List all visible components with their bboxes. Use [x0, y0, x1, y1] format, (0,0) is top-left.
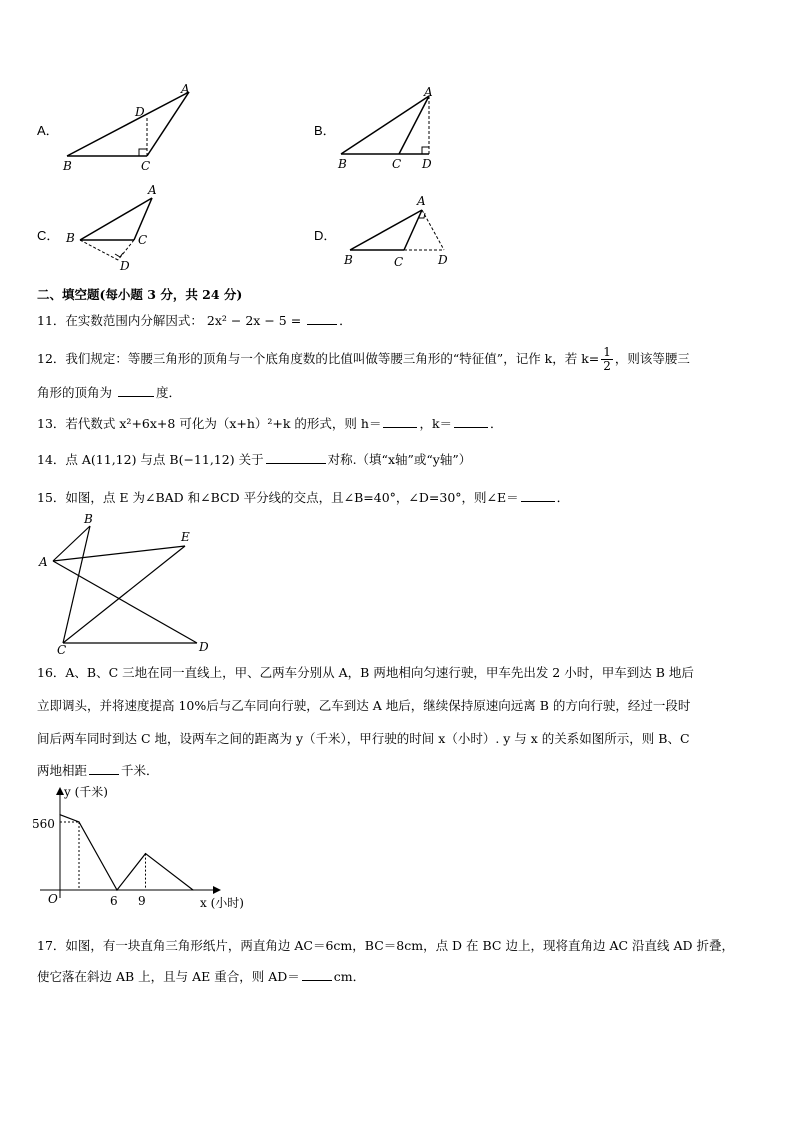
question-14: [37, 451, 471, 469]
point-d-label: D: [438, 253, 448, 267]
point-b-label: B: [63, 159, 72, 173]
point-c-label: C: [392, 157, 402, 171]
question-15: [37, 489, 569, 507]
series-line: [60, 815, 193, 890]
q12-fraction: $\frac{1}{2}$: [603, 345, 611, 373]
question-12: [37, 346, 690, 373]
q11-answer-blank[interactable]: [307, 312, 337, 325]
q17-answer-blank[interactable]: [302, 968, 332, 981]
question-17-line1: 17．如图，有一块直角三角形纸片，两直角边 AC＝6cm，BC＝8cm，点 D 在 BC 边上，现将直角边 AC 沿直线 AD 折叠，: [37, 938, 734, 953]
option-b-figure: [333, 82, 453, 172]
point-b-label: B: [66, 231, 75, 245]
y-axis-label: y (千米): [64, 785, 108, 799]
point-b-label: B: [84, 512, 93, 526]
q15-end: ．: [556, 490, 570, 505]
q16-line4-end: 千米．: [121, 763, 159, 778]
origin-label: O: [48, 892, 58, 906]
point-d-label: D: [135, 105, 145, 119]
q16-line4: 两地相距: [37, 763, 88, 778]
point-c-label: C: [138, 233, 148, 247]
question-16-line3: 间后两车同时到达 C 地，设两车之间的距离为 y（千米），甲行驶的时间 x（小时）. y 与 x 的关系如图所示，则 B、C: [37, 731, 690, 746]
data-point: [145, 853, 146, 854]
option-b-label: B．: [314, 123, 336, 138]
option-c-label: C．: [37, 228, 60, 243]
data-point: [59, 814, 60, 815]
point-c-label: C: [57, 643, 67, 656]
q14-text-a: 14．点 A(11,12) 与点 B(−11,12) 关于: [37, 452, 264, 467]
x-tick-label: 9: [138, 894, 146, 908]
q16-graph: [30, 780, 260, 915]
point-b-label: B: [344, 253, 353, 267]
option-a-figure: [55, 80, 205, 175]
point-c-label: C: [141, 159, 151, 173]
point-c-label: C: [394, 255, 404, 269]
q16-answer-blank[interactable]: [89, 762, 119, 775]
point-a-label: A: [181, 82, 190, 96]
question-12-line2: [37, 384, 181, 402]
data-point: [116, 889, 117, 890]
point-a-label: A: [417, 194, 426, 208]
q13-text-a: 13．若代数式 x²+6x+8 可化为（x+h）²+k 的形式，则 h＝: [37, 416, 382, 431]
option-a-label: A．: [37, 123, 59, 138]
section-title: 二、填空题(每小题 3 分，共 24 分): [37, 287, 243, 302]
point-b-label: B: [338, 157, 347, 171]
q12-line2: 角形的顶角为: [37, 385, 113, 400]
point-d-label: D: [199, 640, 209, 654]
q17-line2: 使它落在斜边 AB 上，且与 AE 重合，则 AD＝: [37, 969, 300, 984]
q15-text: 15．如图，点 E 为∠BAD 和∠BCD 平分线的交点，且∠B=40°，∠D=30°，则∠E＝: [37, 490, 519, 505]
q13-h-blank[interactable]: [383, 415, 417, 428]
q11-text: 11．在实数范围内分解因式：: [37, 313, 203, 328]
question-17-line2: [37, 968, 365, 986]
q13-end: ．: [490, 416, 503, 431]
data-point: [78, 821, 79, 822]
q12-answer-blank[interactable]: [118, 384, 154, 397]
q12-line1-end: ，则该等腰三: [614, 351, 690, 366]
option-d-label: D．: [314, 228, 337, 243]
question-16-line1: 16．A、B、C 三地在同一直线上，甲、乙两车分别从 A，B 两地相向匀速行驶，甲车先出发 2 小时，甲车到达 B 地后: [37, 665, 694, 680]
question-16-line4: [37, 762, 159, 780]
y-tick-label: 560: [32, 817, 55, 831]
q11-end: ．: [339, 313, 352, 328]
q17-line2-end: cm．: [333, 969, 366, 984]
q14-text-b: 对称.（填“x轴”或“y轴”）: [327, 452, 472, 467]
q14-answer-blank[interactable]: [266, 451, 326, 464]
x-tick-label: 6: [110, 894, 118, 908]
option-c-figure: [62, 182, 162, 274]
q13-k-blank[interactable]: [454, 415, 488, 428]
q12-line2-end: 度．: [156, 385, 182, 400]
data-point: [192, 889, 193, 890]
q11-expression: 2x² − 2x − 5 =: [206, 313, 302, 328]
point-e-label: E: [181, 530, 190, 544]
q15-figure: [35, 508, 220, 656]
point-d-label: D: [422, 157, 432, 171]
x-axis-label: x (小时): [200, 896, 244, 910]
question-11: [37, 312, 352, 330]
question-16-line2: 立即调头，并将速度提高 10%后与乙车同向行驶，乙车到达 A 地后，继续保持原速向远离 B 的方向行驶，经过一段时: [37, 698, 691, 713]
question-13: [37, 415, 503, 433]
point-d-label: D: [120, 259, 130, 273]
option-d-figure: [340, 188, 460, 273]
q13-text-b: ，k＝: [419, 416, 453, 431]
q12-line1: 12．我们规定：等腰三角形的顶角与一个底角度数的比值叫做等腰三角形的“特征值”，记作 k，若 k=: [37, 351, 600, 366]
point-a-label: A: [148, 183, 157, 197]
point-a-label: A: [39, 555, 48, 569]
point-a-label: A: [424, 85, 433, 99]
q15-answer-blank[interactable]: [521, 489, 555, 502]
